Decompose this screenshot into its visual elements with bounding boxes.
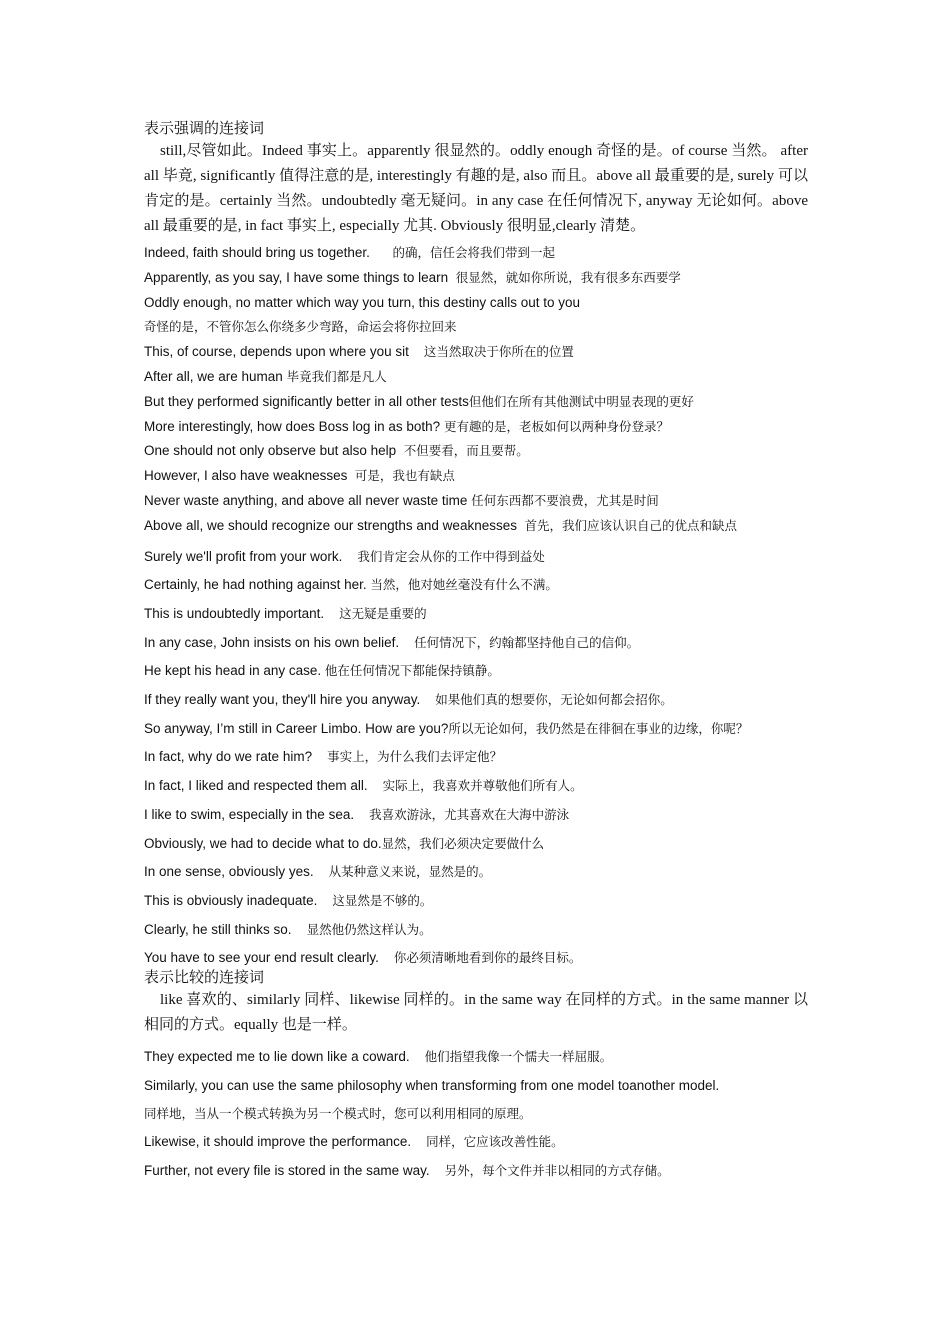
example-en: Clearly, he still thinks so.	[144, 921, 292, 937]
example-en: If they really want you, they'll hire you anyway.	[144, 692, 421, 708]
example-list-b	[144, 543, 808, 974]
example-en: In fact, why do we rate him?	[144, 749, 313, 765]
example-sentence	[144, 266, 808, 291]
example-sentence	[144, 715, 808, 744]
example-zh: 这无疑是重要的	[339, 605, 427, 621]
example-en: This is obviously inadequate.	[144, 893, 318, 908]
example-en: One should not only observe but also help	[144, 443, 397, 459]
example-zh: 任何情况下，约翰都坚持他自己的信仰。	[414, 634, 640, 650]
example-sentence	[144, 571, 808, 600]
example-en: More interestingly, how does Boss log in as both?	[144, 418, 441, 434]
example-en: In fact, I liked and respected them all.	[144, 778, 368, 794]
example-en: Likewise, it should improve the performance.	[144, 1134, 412, 1150]
example-sentence	[144, 241, 808, 266]
example-zh: 显然他仍然这样认为。	[306, 921, 432, 937]
example-zh: 如果他们真的想要你，无论如何都会招你。	[435, 692, 673, 708]
example-sentence	[144, 1128, 808, 1156]
example-en: Never waste anything, and above all never waste time	[144, 492, 468, 508]
example-sentence	[144, 514, 808, 539]
example-zh: 另外，每个文件并非以相同的方式存储。	[444, 1162, 670, 1178]
example-sentence	[144, 365, 808, 390]
example-en: Further, not every file is stored in the same way.	[144, 1162, 430, 1178]
example-sentence	[144, 600, 808, 629]
example-sentence	[144, 1157, 808, 1185]
section-paragraph: like 喜欢的、similarly 同样、likewise 同样的。in the same way 在同样的方式。in the same manner 以相同的方式。equally 也是一样。	[144, 992, 808, 1034]
example-sentence	[144, 315, 808, 340]
example-zh: 毕竟我们都是凡人	[286, 368, 387, 384]
example-sentence	[144, 830, 808, 859]
section-heading: 表示强调的连接词	[144, 119, 265, 137]
example-sentence	[144, 801, 808, 830]
example-en: This, of course, depends upon where you sit	[144, 344, 409, 360]
example-sentence	[144, 1100, 808, 1128]
example-zh: 任何东西都不要浪费，尤其是时间	[471, 492, 659, 508]
example-zh: 他们指望我像一个懦夫一样屈服。	[424, 1049, 613, 1065]
example-zh: 同样地，当从一个模式转换为另一个模式时，您可以利用相同的原理。	[144, 1105, 532, 1121]
example-zh: 我喜欢游泳，尤其喜欢在大海中游泳	[369, 806, 570, 822]
example-en: However, I also have weaknesses	[144, 468, 348, 484]
example-en: I like to swim, especially in the sea.	[144, 806, 355, 822]
example-en: Above all, we should recognize our strengths and weaknesses	[144, 517, 517, 533]
example-sentence	[144, 743, 808, 772]
example-en: But they performed significantly better in all other tests	[144, 393, 469, 409]
section-comparison-connectives	[144, 966, 808, 1185]
example-sentence	[144, 415, 808, 440]
document-content	[144, 117, 808, 1185]
example-sentence	[144, 1043, 808, 1071]
example-sentence	[144, 489, 808, 514]
example-zh: 很显然，就如你所说，我有很多东西要学	[455, 269, 681, 285]
example-en: You have to see your end result clearly.	[144, 950, 379, 966]
example-zh: 可是，我也有缺点	[354, 468, 455, 484]
example-sentence	[144, 439, 808, 464]
example-en: They expected me to lie down like a coward.	[144, 1049, 410, 1065]
example-en: So anyway, I’m still in Career Limbo. How are you?	[144, 720, 449, 736]
example-sentence	[144, 887, 808, 916]
example-zh: 奇怪的是，不管你怎么你绕多少弯路，命运会将你拉回来	[144, 319, 457, 335]
example-zh: 但他们在所有其他测试中明显表现的更好	[468, 393, 694, 409]
example-en: He kept his head in any case.	[144, 663, 322, 679]
example-zh: 当然，他对她丝毫没有什么不满。	[370, 577, 558, 593]
example-en: Similarly, you can use the same philosophy when transforming from one model toanother model.	[144, 1077, 720, 1093]
example-zh: 同样，它应该改善性能。	[426, 1134, 564, 1150]
example-zh: 的确，信任会将我们带到一起	[392, 245, 555, 260]
section-heading: 表示比较的连接词	[144, 968, 265, 987]
example-sentence	[144, 543, 808, 572]
example-zh: 我们肯定会从你的工作中得到益处	[357, 548, 545, 564]
example-zh: 实际上，我喜欢并尊敬他们所有人。	[382, 778, 583, 794]
example-zh: 从某种意义来说，显然是的。	[328, 864, 492, 880]
section-paragraph: still,尽管如此。Indeed 事实上。apparently 很显然的。oddly enough 奇怪的是。of course 当然。 after all 毕竟, significantly 值得注意的是, interestingly 有趣的是, also 而且。above all 最重要的是, surely 可以肯定的是。certainly 当然。undoubtedly 毫无疑问。in any case 在任何情况下, anyway 无论如何。above all 最重要的是, in fact 事实上, especially 尤其. Obviously 很明显,clearly 清楚。	[144, 143, 808, 234]
example-en: Surely we'll profit from your work.	[144, 548, 343, 564]
example-sentence	[144, 858, 808, 887]
example-zh: 所以无论如何，我仍然是在徘徊在事业的边缘，你呢？	[448, 720, 749, 736]
example-zh: 这显然是不够的。	[332, 893, 433, 908]
example-en: Indeed, faith should bring us together.	[144, 245, 370, 260]
example-sentence	[144, 686, 808, 715]
example-zh: 更有趣的是，老板如何以两种身份登录？	[443, 418, 669, 434]
example-en: Certainly, he had nothing against her.	[144, 577, 367, 593]
example-list-a	[144, 241, 808, 539]
example-en: Oddly enough, no matter which way you turn, this destiny calls out to you	[144, 294, 580, 310]
example-sentence	[144, 291, 808, 316]
section-emphasis-connectives	[144, 117, 808, 973]
example-sentence	[144, 629, 808, 658]
example-zh: 这当然取决于你所在的位置	[423, 344, 574, 360]
example-sentence	[144, 340, 808, 365]
example-list	[144, 1043, 808, 1185]
example-sentence	[144, 772, 808, 801]
example-sentence	[144, 1072, 808, 1100]
example-en: After all, we are human	[144, 368, 283, 384]
example-sentence	[144, 916, 808, 945]
example-en: Apparently, as you say, I have some things to learn	[144, 269, 449, 285]
example-zh: 事实上，为什么我们去评定他？	[327, 749, 503, 765]
example-zh: 不但要看，而且要帮。	[403, 443, 529, 459]
example-en: In one sense, obviously yes.	[144, 864, 314, 880]
example-en: In any case, John insists on his own belief.	[144, 634, 400, 650]
example-en: Obviously, we had to decide what to do.	[144, 835, 382, 851]
example-zh: 你必须清晰地看到你的最终目标。	[393, 950, 582, 966]
example-sentence	[144, 390, 808, 415]
example-zh: 显然，我们必须决定要做什么	[381, 835, 545, 851]
example-sentence	[144, 657, 808, 686]
example-zh: 他在任何情况下都能保持镇静。	[324, 663, 500, 679]
example-sentence	[144, 464, 808, 489]
example-zh: 首先，我们应该认识自己的优点和缺点	[524, 517, 738, 533]
example-en: This is undoubtedly important.	[144, 605, 325, 621]
